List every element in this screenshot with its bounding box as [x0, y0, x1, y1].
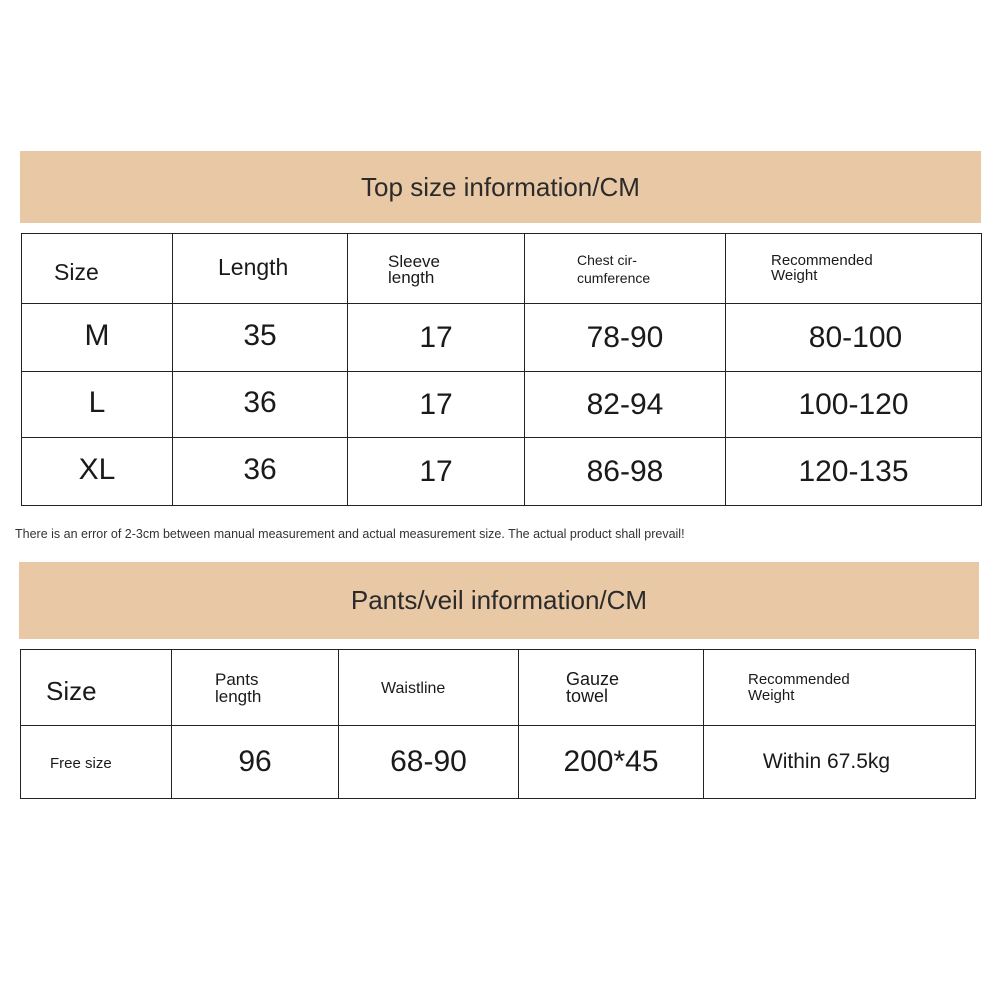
- header-size-label: Size: [46, 676, 97, 706]
- measurement-note: There is an error of 2-3cm between manual measurement and actual measurement size. The actual product shall prevail!: [15, 527, 685, 541]
- header-size: [21, 650, 172, 726]
- cell-size: Free size: [21, 726, 172, 799]
- cell-gauze-towel: 200*45: [519, 726, 704, 799]
- header-chest: [525, 234, 726, 304]
- top-size-banner: [20, 151, 981, 223]
- table-row: [21, 726, 976, 799]
- cell-weight: 100-120: [726, 372, 982, 438]
- cell-weight: Within 67.5kg: [704, 726, 976, 799]
- pants-size-title: Pants/veil information/CM: [350, 585, 648, 615]
- cell-length: 36: [173, 438, 348, 506]
- cell-length: 36: [173, 372, 348, 438]
- header-weight: [726, 234, 982, 304]
- header-waistline: [339, 650, 519, 726]
- cell-waistline: 68-90: [339, 726, 519, 799]
- cell-size: XL: [22, 438, 173, 506]
- header-length-label: Length: [218, 254, 289, 280]
- cell-pants-length: 96: [172, 726, 339, 799]
- header-weight-label-2: Weight: [748, 687, 795, 704]
- cell-length: 35: [173, 304, 348, 372]
- header-pants-length: [172, 650, 339, 726]
- cell-chest: 86-98: [525, 438, 726, 506]
- cell-size: L: [22, 372, 173, 438]
- header-sleeve-label-2: length: [388, 268, 435, 287]
- header-sleeve-label-1: Sleeve: [388, 252, 440, 271]
- header-chest-label-2: cumference: [577, 270, 651, 286]
- header-pants-label-2: length: [215, 687, 262, 706]
- header-size: [22, 234, 173, 304]
- cell-chest: 78-90: [525, 304, 726, 372]
- header-waistline-label: Waistline: [381, 680, 446, 697]
- cell-size: M: [22, 304, 173, 372]
- table-row: [22, 372, 982, 438]
- top-header-row: [22, 234, 982, 304]
- top-size-table: [21, 233, 982, 506]
- pants-header-row: [21, 650, 976, 726]
- cell-weight: 80-100: [726, 304, 982, 372]
- pants-size-banner: [19, 562, 979, 639]
- cell-weight: 120-135: [726, 438, 982, 506]
- cell-chest: 82-94: [525, 372, 726, 438]
- header-weight-label-2: Weight: [771, 267, 818, 284]
- header-length: [173, 234, 348, 304]
- header-size-label: Size: [54, 259, 99, 285]
- table-row: [22, 304, 982, 372]
- header-weight: [704, 650, 976, 726]
- table-row: [22, 438, 982, 506]
- cell-sleeve: 17: [348, 372, 525, 438]
- top-size-title: Top size information/CM: [361, 171, 640, 202]
- header-weight-label-1: Recommended: [748, 671, 850, 688]
- cell-sleeve: 17: [348, 304, 525, 372]
- cell-sleeve: 17: [348, 438, 525, 506]
- header-gauze-label-1: Gauze: [566, 669, 620, 689]
- header-gauze-label-2: towel: [566, 686, 609, 706]
- header-chest-label-1: Chest cir-: [577, 252, 637, 268]
- header-sleeve-length: [348, 234, 525, 304]
- header-weight-label-1: Recommended: [771, 252, 873, 269]
- header-gauze-towel: [519, 650, 704, 726]
- header-pants-label-1: Pants: [215, 670, 259, 689]
- pants-size-table: [20, 649, 976, 799]
